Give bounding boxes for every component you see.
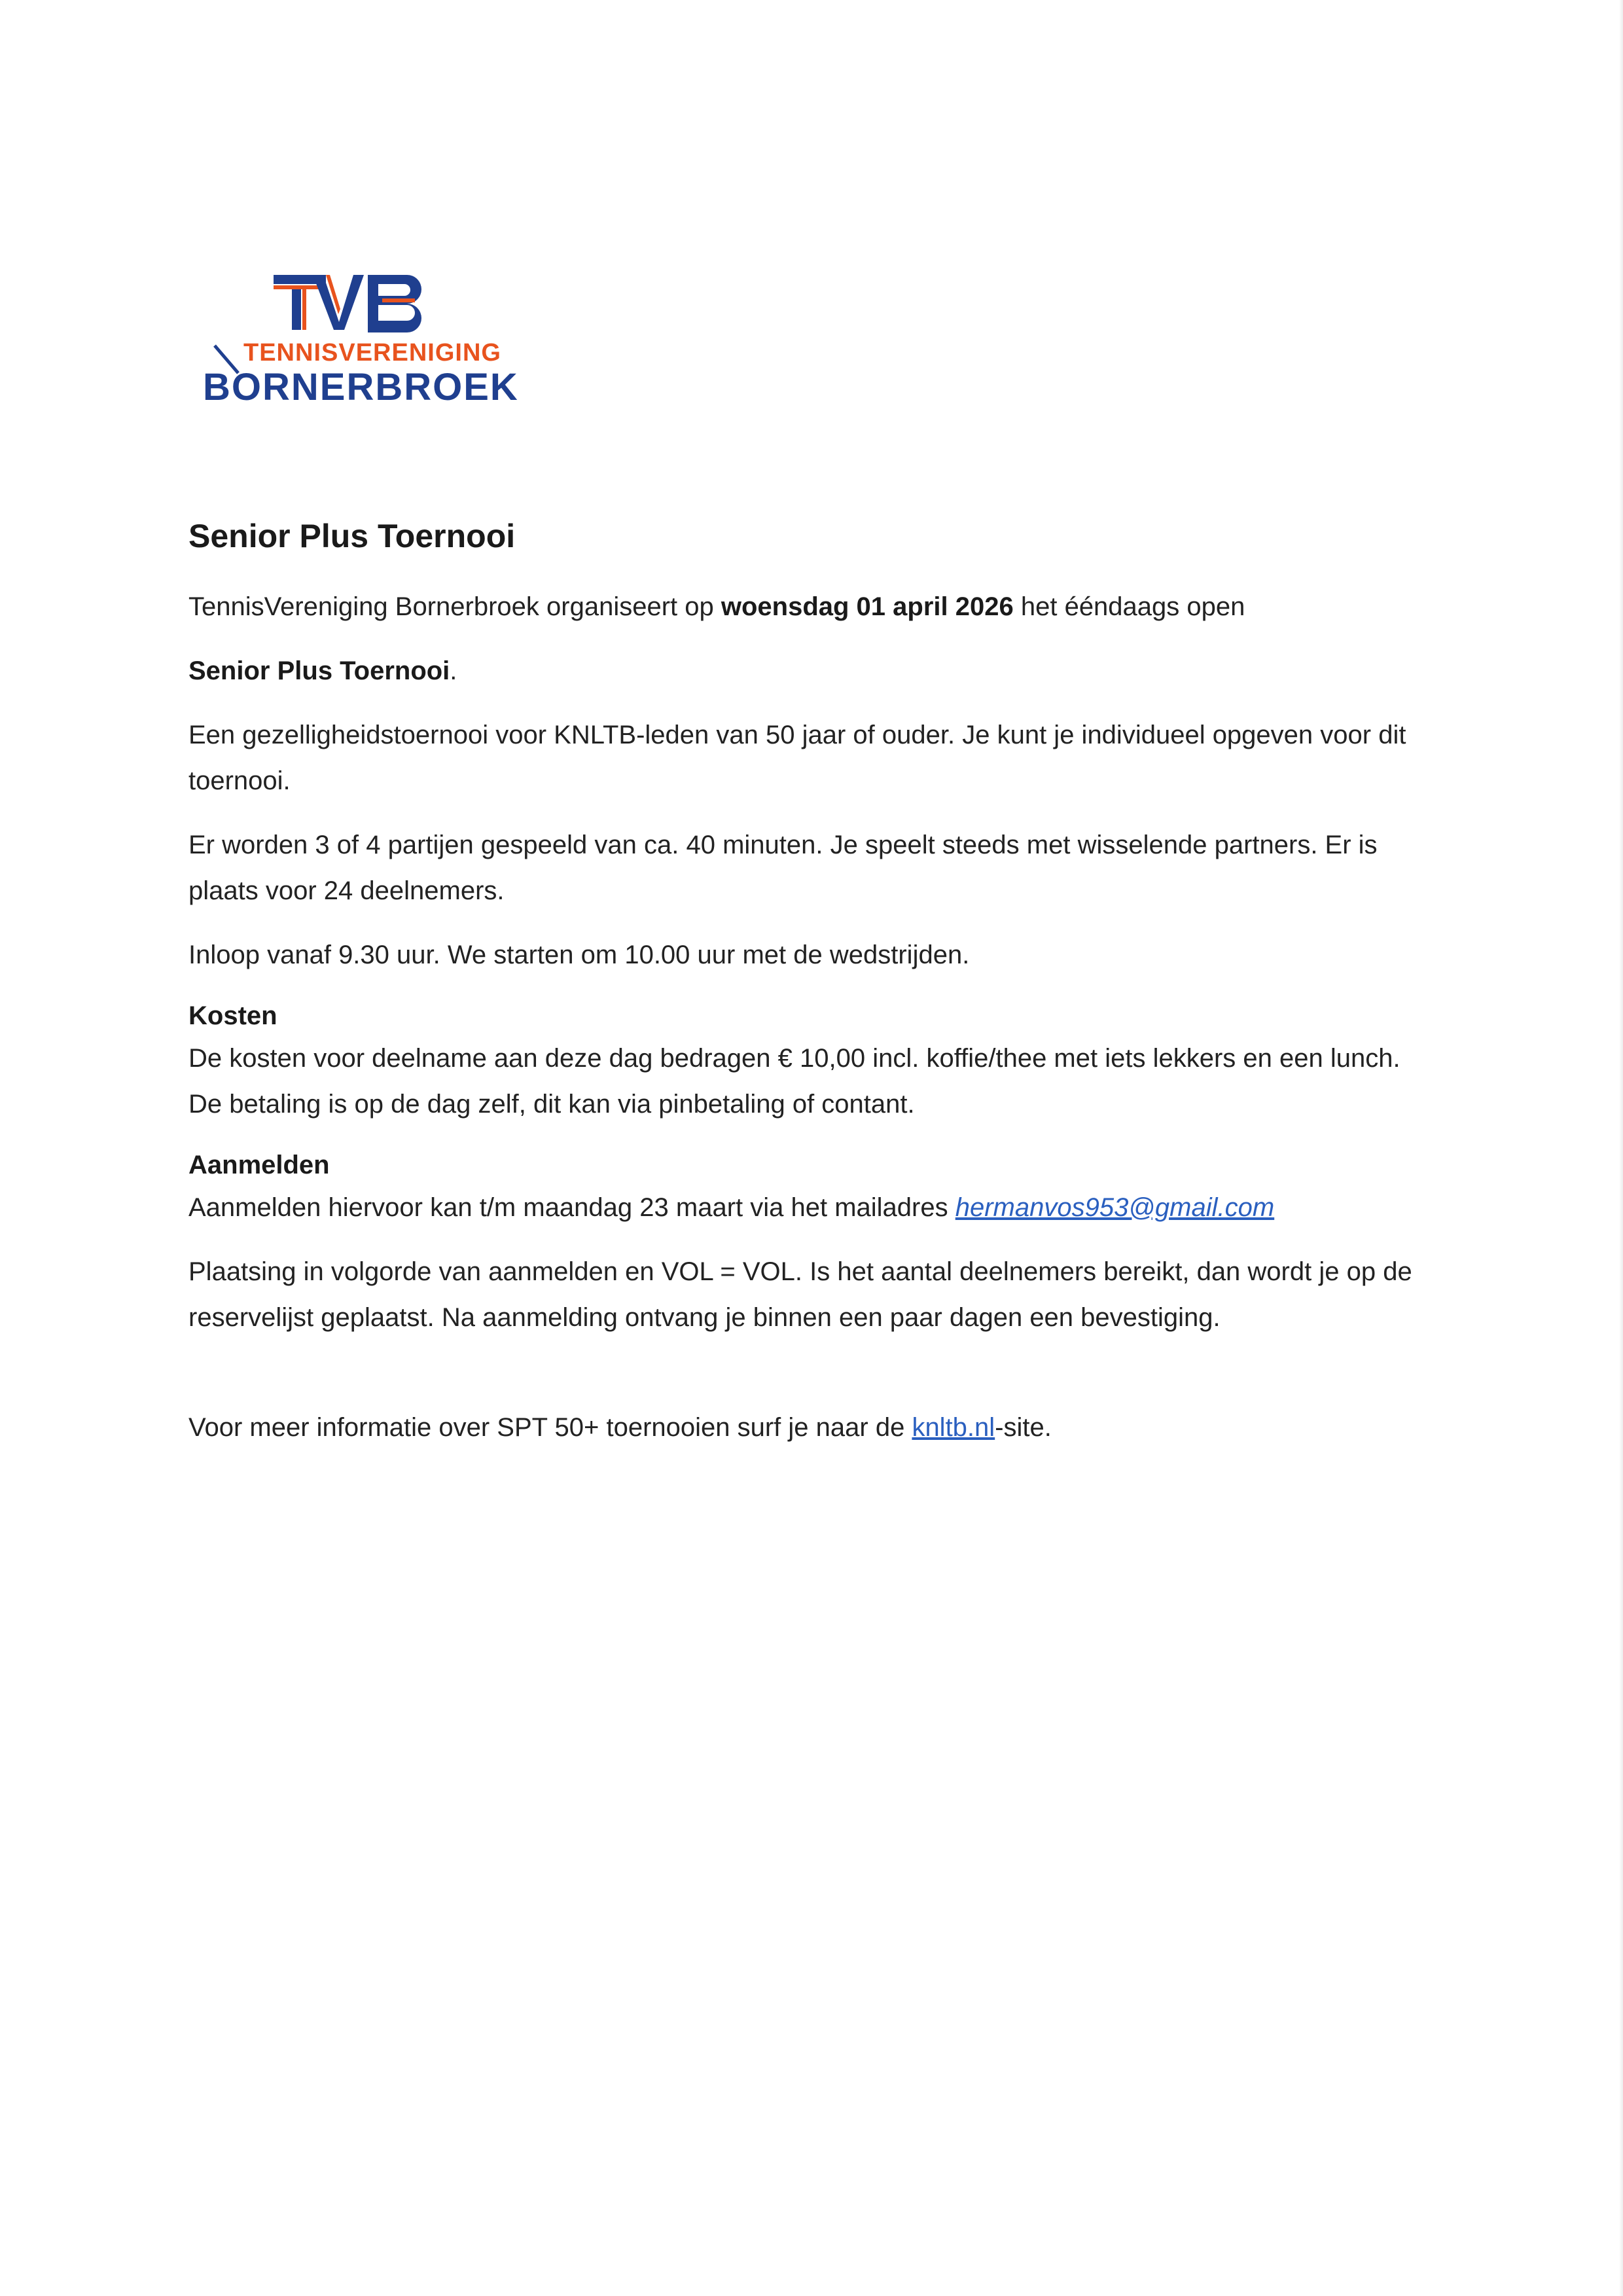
description-paragraph: Een gezelligheidstoernooi voor KNLTB-leden van 50 jaar of ouder. Je kunt je individueel opgeven voor dit toernooi. — [188, 721, 1406, 795]
club-logo — [196, 262, 519, 412]
page-title: Senior Plus Toernooi — [188, 518, 516, 554]
logo-text-bornerbroek: BORNERBROEK — [203, 366, 519, 408]
intro-date: woensdag 01 april 2026 — [721, 592, 1014, 621]
aanmelden-heading: Aanmelden — [188, 1151, 330, 1179]
more-info-suffix: -site. — [995, 1413, 1052, 1442]
logo-text-tennisvereniging: TENNISVERENIGING — [243, 339, 501, 367]
aanmelden-text: Aanmelden hiervoor kan t/m maandag 23 maart via het mailadres — [188, 1193, 955, 1222]
kosten-heading: Kosten — [188, 1001, 277, 1030]
more-info-prefix: Voor meer informatie over SPT 50+ toernooien surf je naar de — [188, 1413, 912, 1442]
intro-prefix: TennisVereniging Bornerbroek organiseert op — [188, 592, 721, 621]
email-link[interactable]: hermanvos953@gmail.com — [955, 1193, 1275, 1222]
tournament-name: Senior Plus Toernooi — [188, 656, 450, 685]
schedule-paragraph: Inloop vanaf 9.30 uur. We starten om 10.00 uur met de wedstrijden. — [188, 941, 970, 969]
scan-edge — [1619, 0, 1623, 2296]
intro-suffix: het ééndaags open — [1013, 592, 1245, 621]
aanmelden-paragraph — [188, 1185, 1445, 1230]
plaatsing-paragraph: Plaatsing in volgorde van aanmelden en VOL = VOL. Is het aantal deelnemers bereikt, dan wordt je op de reservelijst geplaatst. Na aanmelding ontvang je binnen een paar dagen een bevestiging. — [188, 1257, 1412, 1332]
tournament-name-end: . — [450, 656, 457, 685]
matches-paragraph: Er worden 3 of 4 partijen gespeeld van ca. 40 minuten. Je speelt steeds met wisselende partners. Er is plaats voor 24 deelnemers. — [188, 831, 1378, 905]
tournament-name-paragraph — [188, 648, 1445, 694]
kosten-line-1: De kosten voor deelname aan deze dag bedragen € 10,00 incl. koffie/thee met iets lekkers en een lunch. — [188, 1044, 1400, 1073]
document-body — [188, 517, 1445, 1469]
kosten-line-2: De betaling is op de dag zelf, dit kan via pinbetaling of contant. — [188, 1090, 915, 1119]
more-info-paragraph — [188, 1405, 1445, 1450]
knltb-link[interactable]: knltb.nl — [912, 1413, 995, 1442]
intro-paragraph — [188, 584, 1445, 630]
